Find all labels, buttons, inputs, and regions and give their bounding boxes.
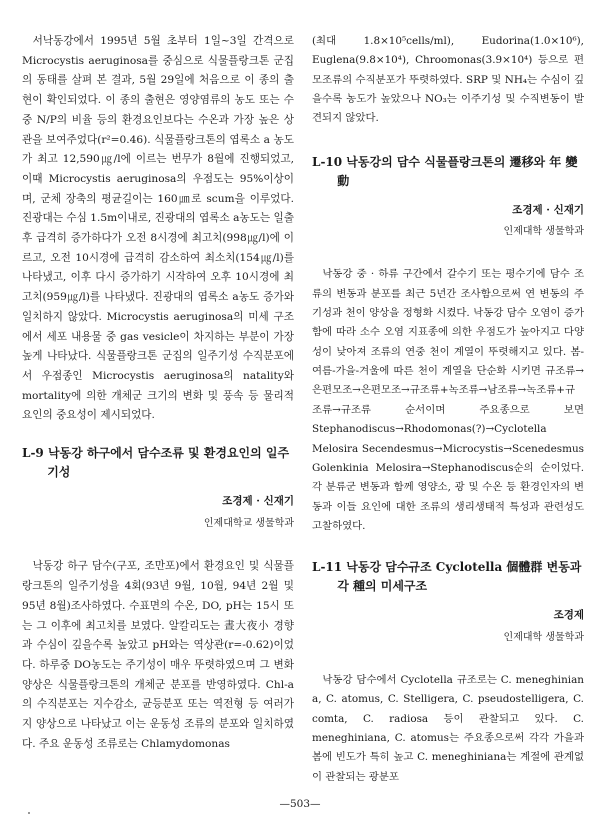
affiliation: 인제대학교 생물학과 bbox=[203, 517, 294, 529]
abstract-paragraph: 서낙동강에서 1995년 5월 초부터 1일~3일 간격으로 Microcystis aeruginosa를 중심으로 식물플랑크톤 군집의 동태를 살펴 본 결과, 5월 29일에 처음으로 이 종의 출현이 확인되었다. 이 종의 출현은 영양염류의 농도 또는 수중 N/P의 비율 등의 환경요인보다는 수온과 가장 높은 상관을 보여주었다(r²=0.46). 식물플랑크톤의 엽록소 a 농도가 최고 12,590㎍/l에 이르는 번무가 8월에 진행되었고, 이때 Microcystis aeruginosa의 우점도는 95%이상이며, 군체 장축의 평균길이는 160㎛로 scum을 이루었다. 진광대는 수심 1.5m이내로, 진광대의 엽록소 a농도는 일출 후 급격히 증가하다가 오전 8시경에 최고치(998㎍/l)에 이르고, 오전 10시경에 급격히 감소하여 최소치(154㎍/l)를 나타냈고, 이후 다시 증가하기 시작하여 오후 10시경에 최고치(959㎍/l)를 나타냈다. 진광대의 엽록소 a농도 증가와 일치하지 않았다. Microcystis aeruginosa의 미세 구조에서 세포 내용물 중 gas vesicle이 차지하는 부분이 가장 높게 나타났다. 식물플랑크톤 군집의 일주기성 수직분포에서 우점종인 Microcystis aeruginosa의 natality와 mortality에 의한 개체군 크기의 변화 및 풍속 등 물리적 요인의 중요성이 제시되었다. bbox=[22, 35, 294, 422]
section-title: L-9 낙동강 하구에서 담수조류 및 환경요인의 일주기성 bbox=[22, 446, 290, 480]
scan-speck bbox=[28, 812, 30, 814]
author: 조경제 · 신재기 bbox=[222, 495, 294, 508]
right-column bbox=[312, 32, 584, 787]
left-column bbox=[22, 32, 294, 755]
affiliation: 인제대학 생물학과 bbox=[503, 631, 584, 643]
section-title: L-10 낙동강의 담수 식물플랑크톤의 遷移와 年 變動 bbox=[312, 154, 578, 188]
abstract-paragraph: 낙동강 하구 담수(구포, 조만포)에서 환경요인 및 식물플랑크톤의 일주기성을 4회(93년 9월, 10월, 94년 2월 및 95년 8월)조사하였다. 수표면의 수온, DO, pH는 15시 또는 그 이후에 최고치를 보였다. 알칼리도는 晝大夜小 경향과 수심이 깊을수록 높았고 pH와는 역상관(r=-0.62)이었다. 하루중 DO농도는 주기성이 매우 뚜렷하였으며 그 변화양상은 식물플랑크톤의 개체군 분포를 반영하였다. Chl-a의 수직분포는 지수감소, 균등분포 또는 역전형 등 여러가지 양상으로 나타났고 이는 운동성 조류의 분포와 일치하였다. 주요 운동성 조류로는 Chlamydomonas bbox=[22, 560, 294, 750]
abstract-paragraph: (최대 1.8×10⁵cells/ml), Eudorina(1.0×10⁶), Euglena(9.8×10⁴), Chroomonas(3.9×10⁴) 등으로 편모조류의 수직분포가 뚜렷하였다. SRP 및 NH₄는 수심이 깊을수록 농도가 높았으나 NO₃는 이주기성 및 수직변동이 발견되지 않았다. bbox=[312, 35, 584, 125]
affiliation: 인제대학 생물학과 bbox=[503, 226, 584, 238]
author: 조경제 bbox=[553, 609, 584, 622]
page-number: —503— bbox=[279, 798, 321, 810]
section-title: L-11 낙동강 담수규조 Cyclotella 個體群 변동과 각 種의 미세구조 bbox=[312, 560, 582, 594]
author: 조경제 · 신재기 bbox=[512, 203, 584, 216]
abstract-paragraph: 낙동강 중 · 하류 구간에서 갈수기 또는 평수기에 담수 조류의 변동과 분포를 최근 5년간 조사함으로써 연 변동의 주기성과 천이 양상을 정형화 시켰다. 낙동강 담수 오염이 증가함에 따라 소수 오염 지표종에 의한 우점도가 높아지고 다양성이 낮아져 조류의 연중 천이 계열이 뚜렷해지고 있다. 봄-여름-가을-겨울에 따른 천이 계열을 단순화 시키면 규조류→은편모조→은편모조→규조류+녹조류→남조류→녹조류+규조류→규조류 순서이며 주요종으로 보면 Stephanodiscus→Rhodomonas(?)→Cyclotella Melosira Secendesmus→Microcystis→Scenedesmus Golenkinia Melosira→Stephanodiscus순의 순이었다. 각 분류군 변동과 함께 영양소, 광 및 수온 등 환경인자의 변동과 이들 요인에 대한 조류의 생리생태적 특성과 관련성도 고찰하였다. bbox=[312, 268, 584, 532]
abstract-paragraph: 낙동강 담수에서 Cyclotella 규조로는 C. meneghinian a, C. atomus, C. Stelligera, C. pseudostelligera, C. comta, C. radiosa 등이 관찰되고 있다. C. meneghiniana, C. atomus는 주요종으로써 각각 가을과 봄에 빈도가 특히 높고 C. meneghiniana는 계절에 관계없이 관찰되는 광분포 bbox=[312, 673, 584, 783]
